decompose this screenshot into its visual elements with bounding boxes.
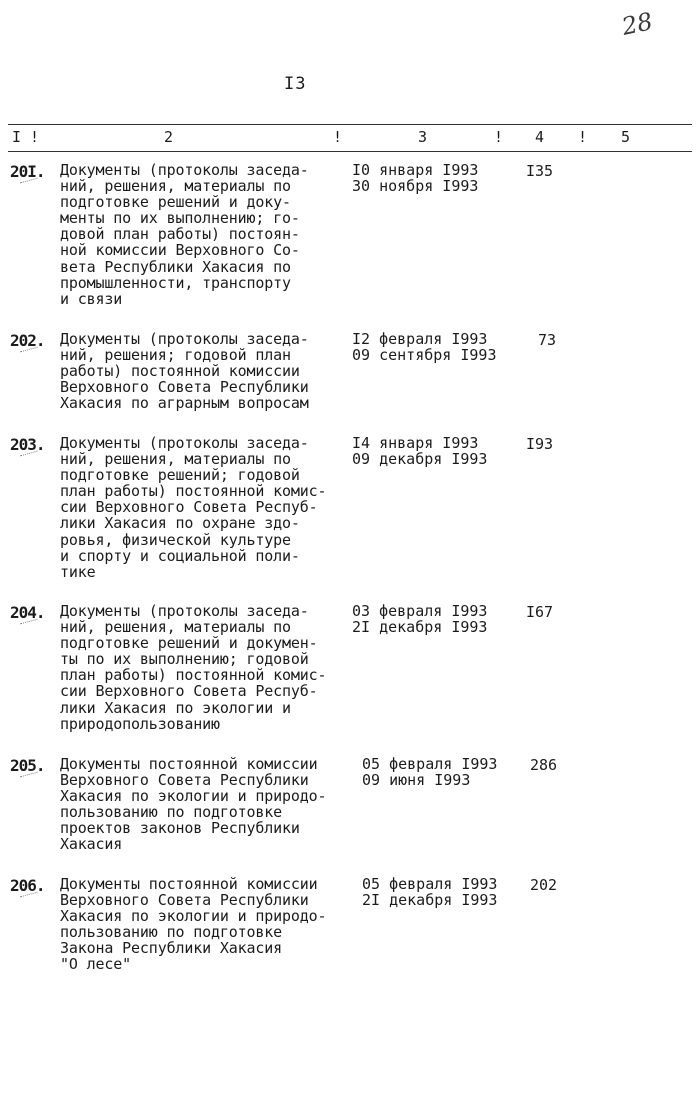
entry-number: 205. — [10, 756, 45, 775]
entry-number: 202. — [10, 331, 45, 350]
entry-description: Документы постоянной комиссии Верховного Совета Республики Хакасия по экологии и природо- пользованию по подготовке проектов законов Республики Хакасия — [60, 755, 327, 854]
entry-sheet-count: 202 — [530, 876, 558, 894]
header-col-5: 5 — [621, 128, 631, 146]
entry-sheet-count: 73 — [538, 331, 557, 349]
entry-sheet-count: I35 — [526, 162, 554, 180]
header-col-4: 4 — [535, 128, 545, 146]
entry-dates: 03 февраля I993 2I декабря I993 — [352, 602, 488, 637]
entry-sheet-count: I93 — [526, 435, 554, 453]
header-separator-2: ! — [494, 128, 504, 146]
page-number: I3 — [284, 74, 307, 94]
entry-number: 206. — [10, 876, 45, 895]
entry-dates: 05 февраля I993 09 июня I993 — [362, 755, 498, 790]
header-col-1: I ! — [12, 128, 40, 146]
entry-number: 204. — [10, 603, 45, 622]
handwritten-sheet-number: 28 — [619, 7, 656, 41]
entry-description: Документы (протоколы заседа- ний, решения, материалы по подготовке решений и докумен- ты по их выполнению; годовой план работы) постоянной комис- сии Верховного Совета Респуб- лики Хакасия по экологии и природопользованию — [60, 602, 327, 733]
entry-dates: 05 февраля I993 2I декабря I993 — [362, 875, 498, 910]
header-separator-1: ! — [333, 128, 343, 146]
entry-dates: I2 февраля I993 09 сентября I993 — [352, 330, 497, 365]
entry-dates: I0 января I993 30 ноября I993 — [352, 161, 479, 196]
header-bottom-rule — [8, 151, 692, 152]
entry-description: Документы (протоколы заседа- ний, решения, материалы по подготовке решений и доку- менты по их выполнению; го- довой план работы) постоян- ной комиссии Верховного Со- вета Республики Хакасия по промышленности, транспорту и связи — [60, 161, 309, 308]
entry-number: 203. — [10, 435, 45, 454]
entry-description: Документы постоянной комиссии Верховного Совета Республики Хакасия по экологии и природо- пользованию по подготовке Закона Республики Хакасия "О лесе" — [60, 875, 327, 974]
header-col-3: 3 — [418, 128, 428, 146]
entry-description: Документы (протоколы заседа- ний, решения, материалы по подготовке решений; годовой план работы) постоянной комис- сии Верховного Совета Респуб- лики Хакасия по охране здо- ровья, физической культуре и спорту и социальной поли- тике — [60, 434, 327, 581]
header-separator-3: ! — [578, 128, 588, 146]
entry-sheet-count: 286 — [530, 756, 558, 774]
entry-description: Документы (протоколы заседа- ний, решения; годовой план работы) постоянной комиссии Верховного Совета Республики Хакасия по аграрным вопросам — [60, 330, 309, 413]
entry-sheet-count: I67 — [526, 603, 554, 621]
entry-dates: I4 января I993 09 декабря I993 — [352, 434, 488, 469]
header-col-2: 2 — [164, 128, 174, 146]
header-top-rule — [8, 124, 692, 125]
entry-number: 20I. — [10, 162, 45, 181]
